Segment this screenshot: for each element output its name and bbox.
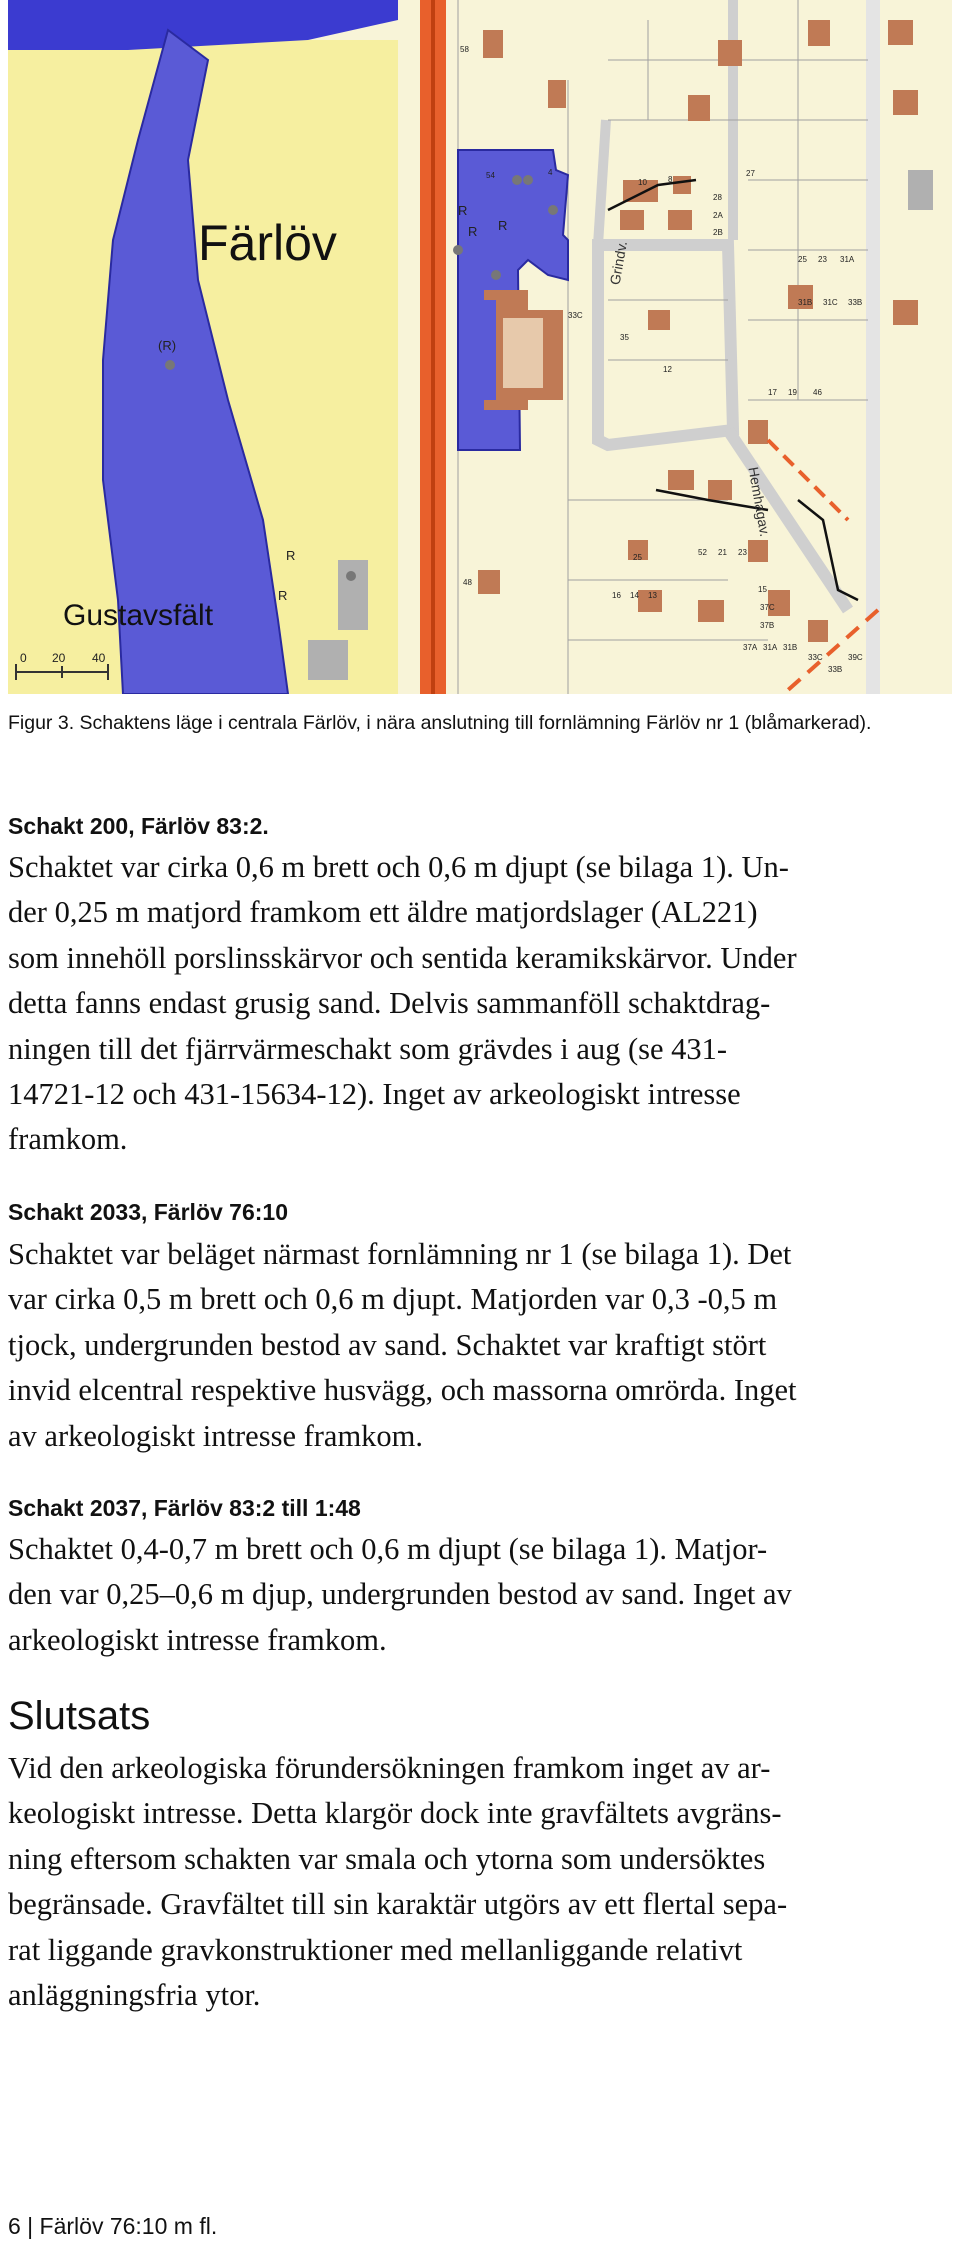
text-line: rat liggande gravkonstruktioner med mellanliggande relativt	[8, 1932, 743, 1967]
house-number: 46	[813, 388, 822, 397]
street-label-grindv: Grindv.	[606, 239, 630, 287]
house-number: 37C	[760, 603, 775, 612]
map-area-label: Gustavsfält	[63, 599, 214, 632]
text-line: Schaktet 0,4-0,7 m brett och 0,6 m djupt (se bilaga 1). Matjor-	[8, 1532, 768, 1566]
house-number: 19	[788, 388, 797, 397]
house-number: 21	[718, 548, 727, 557]
house-number: 25	[633, 553, 642, 562]
house-number: 37A	[743, 643, 758, 652]
text-line: der 0,25 m matjord framkom ett äldre matjordslager (AL221)	[8, 895, 758, 930]
r-label: R	[498, 218, 508, 233]
house-number: 33C	[808, 653, 823, 662]
text-line: invid elcentral respektive husvägg, och massorna omrörda. Inget	[8, 1373, 797, 1408]
text-line: som innehöll porslinsskärvor och sentida keramikskärvor. Under	[8, 940, 797, 975]
site-map	[8, 0, 952, 694]
house-number: 16	[612, 591, 621, 600]
section-heading-schakt-2033: Schakt 2033, Färlöv 76:10	[8, 1199, 288, 1225]
text-line: Schaktet var beläget närmast fornlämning nr 1 (se bilaga 1). Det	[8, 1237, 792, 1271]
section-body-schakt-2033	[8, 1232, 952, 1459]
house-number: 10	[638, 178, 647, 187]
house-number: 14	[630, 591, 639, 600]
house-number: 2B	[713, 228, 723, 237]
text-line: Schaktet var cirka 0,6 m brett och 0,6 m djupt (se bilaga 1). Un-	[8, 850, 789, 884]
text-line: den var 0,25–0,6 m djup, undergrunden bestod av sand. Inget av	[8, 1577, 792, 1612]
text-line: framkom.	[8, 1122, 128, 1157]
r-label: R	[278, 588, 288, 603]
scale-label-20: 20	[52, 651, 66, 665]
figure-caption: Figur 3. Schaktens läge i centrala Färlöv, i nära anslutning till fornlämning Färlöv nr 1 (blåmarkerad).	[8, 712, 872, 734]
street-label-hemhagav: Hemhagav.	[745, 465, 774, 538]
section-heading-schakt-2037: Schakt 2037, Färlöv 83:2 till 1:48	[8, 1495, 361, 1521]
house-number: 13	[648, 591, 657, 600]
house-number: 23	[738, 548, 747, 557]
house-number: 8	[668, 175, 673, 184]
r-label: (R)	[158, 338, 177, 353]
house-number: 31B	[783, 643, 798, 652]
house-number: 37B	[760, 621, 775, 630]
house-number: 52	[698, 548, 707, 557]
slutsats-heading: Slutsats	[8, 1694, 151, 1738]
page-footer: 6 | Färlöv 76:10 m fl.	[8, 2213, 218, 2239]
house-number: 31B	[798, 298, 813, 307]
scale-label-0: 0	[20, 651, 27, 665]
house-number: 35	[620, 333, 629, 342]
section-heading-schakt-200: Schakt 200, Färlöv 83:2.	[8, 813, 269, 839]
scale-label-40: 40	[92, 651, 106, 665]
section-body-schakt-200	[8, 845, 952, 1163]
house-number: 39C	[848, 653, 863, 662]
east-road	[866, 0, 880, 694]
house-number: 31C	[823, 298, 838, 307]
slutsats-body	[8, 1746, 952, 2018]
text-line: begränsade. Gravfältet till sin karaktär utgörs av ett flertal sepa-	[8, 1887, 788, 1922]
map-place-label: Färlöv	[198, 215, 337, 271]
text-line: arkeologiskt intresse framkom.	[8, 1622, 387, 1657]
house-number: 31A	[763, 643, 778, 652]
text-line: ning eftersom schakten var smala och ytorna som undersöktes	[8, 1841, 766, 1876]
text-line: keologiskt intresse. Detta klargör dock inte gravfältets avgräns-	[8, 1796, 782, 1831]
house-number: 2A	[713, 211, 723, 220]
r-label: R	[458, 203, 468, 218]
r-label: R	[286, 548, 296, 563]
text-line: ningen till det fjärrvärmeschakt som grävdes i aug (se 431-	[8, 1031, 728, 1066]
house-number: 15	[758, 585, 767, 594]
house-number: 31A	[840, 255, 855, 264]
house-number: 17	[768, 388, 777, 397]
house-number: 4	[548, 168, 553, 177]
house-number: 33B	[828, 665, 843, 674]
house-number: 12	[663, 365, 672, 374]
text-line: av arkeologiskt intresse framkom.	[8, 1418, 424, 1453]
house-number: 58	[460, 45, 469, 54]
text-line: anläggningsfria ytor.	[8, 1978, 261, 2013]
house-number: 48	[463, 578, 472, 587]
house-number: 33C	[568, 311, 583, 320]
house-number: 27	[746, 169, 755, 178]
section-body-schakt-2037	[8, 1527, 952, 1663]
house-number: 25	[798, 255, 807, 264]
text-line: 14721-12 och 431-15634-12). Inget av arkeologiskt intresse	[8, 1077, 741, 1112]
text-line: var cirka 0,5 m brett och 0,6 m djupt. Matjorden var 0,3 -0,5 m	[8, 1282, 778, 1317]
house-number: 33B	[848, 298, 863, 307]
house-number: 23	[818, 255, 827, 264]
house-number: 28	[713, 193, 722, 202]
text-line: Vid den arkeologiska förundersökningen framkom inget av ar-	[8, 1751, 771, 1785]
text-line: detta fanns endast grusig sand. Delvis sammanföll schaktdrag-	[8, 986, 771, 1021]
r-label: R	[468, 224, 478, 239]
house-number: 54	[486, 171, 495, 180]
text-line: tjock, undergrunden bestod av sand. Schaktet var kraftigt stört	[8, 1327, 767, 1362]
